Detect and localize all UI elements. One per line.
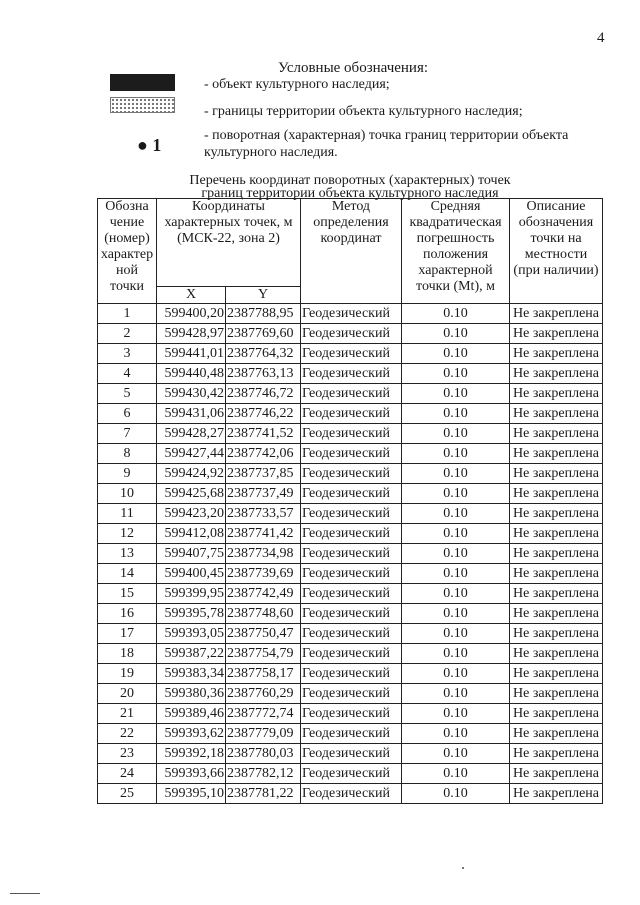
error-cell: 0.10: [402, 304, 510, 324]
point-dot-icon: ●: [137, 135, 148, 155]
x-cell: 599412,08: [157, 524, 226, 544]
point-number-cell: 4: [98, 364, 157, 384]
error-cell: 0.10: [402, 584, 510, 604]
description-cell: Не закреплена: [510, 684, 603, 704]
y-cell: 2387750,47: [226, 624, 301, 644]
x-cell: 599400,20: [157, 304, 226, 324]
table-row: [98, 644, 603, 664]
table-row: [98, 484, 603, 504]
error-cell: 0.10: [402, 664, 510, 684]
y-cell: 2387748,60: [226, 604, 301, 624]
error-cell: 0.10: [402, 704, 510, 724]
table-row: [98, 464, 603, 484]
table-row: [98, 524, 603, 544]
x-cell: 599393,66: [157, 764, 226, 784]
x-cell: 599393,62: [157, 724, 226, 744]
table-row: [98, 684, 603, 704]
description-cell: Не закреплена: [510, 304, 603, 324]
method-cell: Геодезический: [301, 664, 402, 684]
legend-point-label: - поворотная (характерная) точка границ территории объекта культурного наследия.: [204, 128, 569, 160]
table-row: [98, 704, 603, 724]
description-cell: Не закреплена: [510, 444, 603, 464]
method-cell: Геодезический: [301, 504, 402, 524]
y-cell: 2387741,42: [226, 524, 301, 544]
method-cell: Геодезический: [301, 644, 402, 664]
legend-title: Условные обозначения:: [278, 60, 429, 76]
table-row: [98, 544, 603, 564]
error-cell: 0.10: [402, 744, 510, 764]
method-cell: Геодезический: [301, 544, 402, 564]
description-cell: Не закреплена: [510, 504, 603, 524]
boundary-swatch: [110, 97, 175, 113]
coordinates-table: [97, 198, 603, 804]
description-cell: Не закреплена: [510, 464, 603, 484]
description-cell: Не закреплена: [510, 584, 603, 604]
method-cell: Геодезический: [301, 724, 402, 744]
error-cell: 0.10: [402, 564, 510, 584]
method-cell: Геодезический: [301, 424, 402, 444]
y-cell: 2387739,69: [226, 564, 301, 584]
object-swatch: [110, 74, 175, 91]
table-row: [98, 564, 603, 584]
description-cell: Не закреплена: [510, 564, 603, 584]
table-row: [98, 584, 603, 604]
method-cell: Геодезический: [301, 324, 402, 344]
description-cell: Не закреплена: [510, 724, 603, 744]
error-cell: 0.10: [402, 464, 510, 484]
x-cell: 599407,75: [157, 544, 226, 564]
error-cell: 0.10: [402, 784, 510, 804]
description-cell: Не закреплена: [510, 484, 603, 504]
x-cell: 599380,36: [157, 684, 226, 704]
error-cell: 0.10: [402, 684, 510, 704]
y-cell: 2387754,79: [226, 644, 301, 664]
y-cell: 2387781,22: [226, 784, 301, 804]
method-cell: Геодезический: [301, 464, 402, 484]
table-row: [98, 384, 603, 404]
description-cell: Не закреплена: [510, 404, 603, 424]
x-cell: 599395,10: [157, 784, 226, 804]
table-row: [98, 604, 603, 624]
header-x: X: [157, 287, 226, 304]
point-number-cell: 6: [98, 404, 157, 424]
x-cell: 599387,22: [157, 644, 226, 664]
point-number-cell: 10: [98, 484, 157, 504]
point-symbol-number: 1: [152, 135, 162, 155]
method-cell: Геодезический: [301, 384, 402, 404]
table-row: [98, 344, 603, 364]
method-cell: Геодезический: [301, 604, 402, 624]
point-number-cell: 11: [98, 504, 157, 524]
scan-dot: [462, 867, 464, 869]
method-cell: Геодезический: [301, 624, 402, 644]
point-number-cell: 2: [98, 324, 157, 344]
y-cell: 2387772,74: [226, 704, 301, 724]
y-cell: 2387764,32: [226, 344, 301, 364]
point-number-cell: 1: [98, 304, 157, 324]
table-row: [98, 364, 603, 384]
point-number-cell: 17: [98, 624, 157, 644]
header-y: Y: [226, 287, 301, 304]
table-title: [150, 174, 550, 200]
error-cell: 0.10: [402, 604, 510, 624]
y-cell: 2387746,72: [226, 384, 301, 404]
description-cell: Не закреплена: [510, 524, 603, 544]
method-cell: Геодезический: [301, 524, 402, 544]
description-cell: Не закреплена: [510, 604, 603, 624]
header-error: Средняя квадратическая погрешность положения характерной точки (Mt), м: [402, 199, 510, 304]
point-number-cell: 25: [98, 784, 157, 804]
point-number-cell: 7: [98, 424, 157, 444]
x-cell: 599427,44: [157, 444, 226, 464]
error-cell: 0.10: [402, 324, 510, 344]
error-cell: 0.10: [402, 724, 510, 744]
description-cell: Не закреплена: [510, 704, 603, 724]
y-cell: 2387734,98: [226, 544, 301, 564]
y-cell: 2387782,12: [226, 764, 301, 784]
y-cell: 2387742,06: [226, 444, 301, 464]
table-row: [98, 404, 603, 424]
x-cell: 599440,48: [157, 364, 226, 384]
point-number-cell: 5: [98, 384, 157, 404]
point-number-cell: 9: [98, 464, 157, 484]
table-row: [98, 664, 603, 684]
error-cell: 0.10: [402, 444, 510, 464]
error-cell: 0.10: [402, 764, 510, 784]
header-method: Метод определения координат: [301, 199, 402, 304]
point-number-cell: 18: [98, 644, 157, 664]
y-cell: 2387760,29: [226, 684, 301, 704]
table-row: [98, 444, 603, 464]
table-row: [98, 624, 603, 644]
error-cell: 0.10: [402, 424, 510, 444]
method-cell: Геодезический: [301, 564, 402, 584]
y-cell: 2387737,85: [226, 464, 301, 484]
point-number-cell: 13: [98, 544, 157, 564]
table-row: [98, 744, 603, 764]
method-cell: Геодезический: [301, 364, 402, 384]
x-cell: 599383,34: [157, 664, 226, 684]
x-cell: 599430,42: [157, 384, 226, 404]
x-cell: 599424,92: [157, 464, 226, 484]
y-cell: 2387758,17: [226, 664, 301, 684]
description-cell: Не закреплена: [510, 324, 603, 344]
y-cell: 2387733,57: [226, 504, 301, 524]
legend-object-label: - объект культурного наследия;: [204, 77, 390, 92]
description-cell: Не закреплена: [510, 624, 603, 644]
error-cell: 0.10: [402, 384, 510, 404]
point-number-cell: 14: [98, 564, 157, 584]
description-cell: Не закреплена: [510, 644, 603, 664]
point-number-cell: 24: [98, 764, 157, 784]
description-cell: Не закреплена: [510, 384, 603, 404]
x-cell: 599425,68: [157, 484, 226, 504]
header-description: Описание обозначения точки на местности (при наличии): [510, 199, 603, 304]
description-cell: Не закреплена: [510, 544, 603, 564]
y-cell: 2387742,49: [226, 584, 301, 604]
error-cell: 0.10: [402, 524, 510, 544]
error-cell: 0.10: [402, 404, 510, 424]
y-cell: 2387779,09: [226, 724, 301, 744]
point-number-cell: 23: [98, 744, 157, 764]
x-cell: 599441,01: [157, 344, 226, 364]
x-cell: 599428,27: [157, 424, 226, 444]
y-cell: 2387737,49: [226, 484, 301, 504]
error-cell: 0.10: [402, 544, 510, 564]
x-cell: 599400,45: [157, 564, 226, 584]
description-cell: Не закреплена: [510, 344, 603, 364]
method-cell: Геодезический: [301, 784, 402, 804]
x-cell: 599393,05: [157, 624, 226, 644]
y-cell: 2387780,03: [226, 744, 301, 764]
y-cell: 2387746,22: [226, 404, 301, 424]
method-cell: Геодезический: [301, 704, 402, 724]
method-cell: Геодезический: [301, 764, 402, 784]
table-title-line2: границ территории объекта культурного наследия: [201, 186, 499, 201]
point-symbol: [137, 135, 161, 156]
point-number-cell: 16: [98, 604, 157, 624]
header-coordinates: Координаты характерных точек, м (МСК-22, зона 2): [157, 199, 301, 287]
error-cell: 0.10: [402, 504, 510, 524]
page-number: 4: [597, 30, 605, 46]
point-number-cell: 19: [98, 664, 157, 684]
table-row: [98, 424, 603, 444]
point-number-cell: 12: [98, 524, 157, 544]
error-cell: 0.10: [402, 624, 510, 644]
x-cell: 599423,20: [157, 504, 226, 524]
y-cell: 2387741,52: [226, 424, 301, 444]
method-cell: Геодезический: [301, 404, 402, 424]
point-number-cell: 15: [98, 584, 157, 604]
x-cell: 599395,78: [157, 604, 226, 624]
table-row: [98, 324, 603, 344]
method-cell: Геодезический: [301, 744, 402, 764]
description-cell: Не закреплена: [510, 424, 603, 444]
point-number-cell: 8: [98, 444, 157, 464]
method-cell: Геодезический: [301, 684, 402, 704]
table-row: [98, 784, 603, 804]
method-cell: Геодезический: [301, 484, 402, 504]
method-cell: Геодезический: [301, 584, 402, 604]
error-cell: 0.10: [402, 364, 510, 384]
method-cell: Геодезический: [301, 444, 402, 464]
description-cell: Не закреплена: [510, 744, 603, 764]
point-number-cell: 22: [98, 724, 157, 744]
method-cell: Геодезический: [301, 304, 402, 324]
x-cell: 599399,95: [157, 584, 226, 604]
table-title-line1: Перечень координат поворотных (характерных) точек: [189, 173, 511, 188]
corner-mark: [10, 893, 40, 894]
x-cell: 599392,18: [157, 744, 226, 764]
error-cell: 0.10: [402, 644, 510, 664]
y-cell: 2387769,60: [226, 324, 301, 344]
method-cell: Геодезический: [301, 344, 402, 364]
description-cell: Не закреплена: [510, 664, 603, 684]
point-number-cell: 20: [98, 684, 157, 704]
x-cell: 599431,06: [157, 404, 226, 424]
legend-boundary-label: - границы территории объекта культурного наследия;: [204, 104, 523, 119]
description-cell: Не закреплена: [510, 784, 603, 804]
description-cell: Не закреплена: [510, 364, 603, 384]
y-cell: 2387788,95: [226, 304, 301, 324]
error-cell: 0.10: [402, 344, 510, 364]
table-row: [98, 504, 603, 524]
table-row: [98, 304, 603, 324]
table-row: [98, 764, 603, 784]
point-number-cell: 3: [98, 344, 157, 364]
point-number-cell: 21: [98, 704, 157, 724]
description-cell: Не закреплена: [510, 764, 603, 784]
header-point-number: Обозна чение (номер) характер ной точки: [98, 199, 157, 304]
y-cell: 2387763,13: [226, 364, 301, 384]
error-cell: 0.10: [402, 484, 510, 504]
table-row: [98, 724, 603, 744]
x-cell: 599389,46: [157, 704, 226, 724]
x-cell: 599428,97: [157, 324, 226, 344]
